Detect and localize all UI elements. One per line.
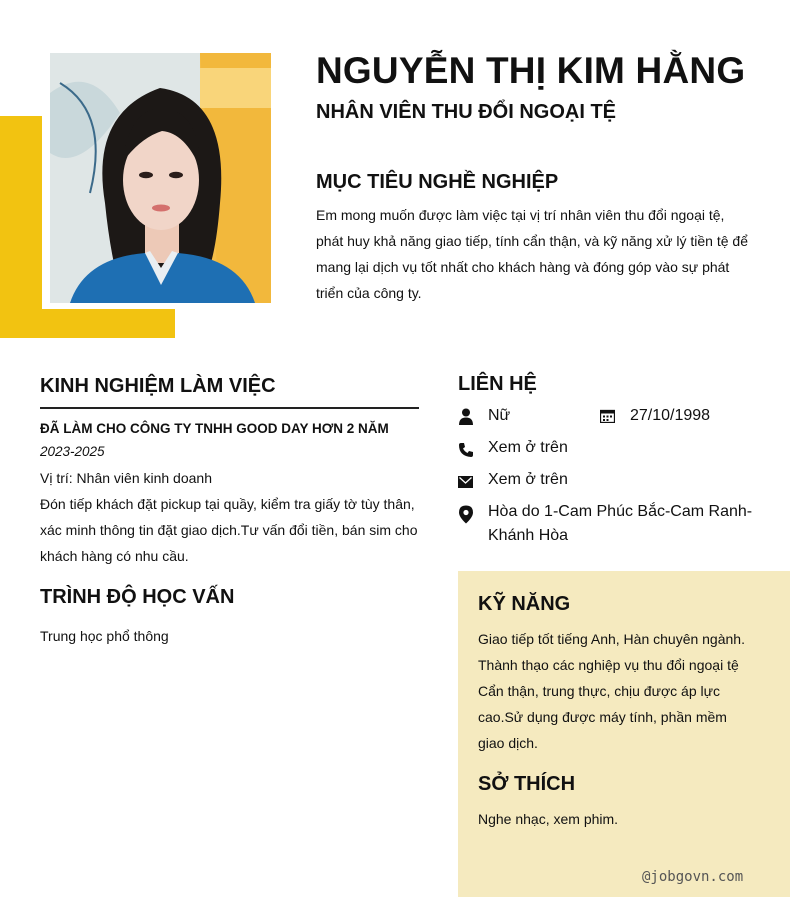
experience-desc-line: Đón tiếp khách đặt pickup tại quầy, kiểm tra giấy tờ tùy thân, <box>40 496 415 512</box>
objective-line: Em mong muốn được làm việc tại vị trí nhân viên thu đổi ngoại tệ, <box>316 207 725 223</box>
skills-line: Cẩn thận, trung thực, chịu được áp lực <box>478 683 720 699</box>
mail-icon <box>458 475 474 491</box>
objective-text <box>316 202 756 306</box>
candidate-name: NGUYỄN THỊ KIM HẰNG <box>316 50 746 91</box>
experience-description <box>40 491 425 569</box>
skills-line: cao.Sử dụng được máy tính, phần mềm <box>478 709 727 725</box>
education-text: Trung học phổ thông <box>40 628 169 644</box>
objective-line: mang lại dịch vụ tốt nhất cho khách hàng và đóng góp vào sự phát <box>316 259 730 275</box>
skills-text <box>478 626 758 756</box>
experience-desc-line: xác minh thông tin đặt giao dịch.Tư vấn đổi tiền, bán sim cho <box>40 522 418 538</box>
objective-line: triển của công ty. <box>316 285 422 301</box>
hobbies-text: Nghe nhạc, xem phim. <box>478 811 619 827</box>
contact-address-line: Hòa do 1-Cam Phúc Bắc-Cam Ranh- <box>488 503 753 520</box>
contact-address-line: Khánh Hòa <box>488 527 569 544</box>
hobbies-heading: SỞ THÍCH <box>478 773 576 795</box>
job-title: NHÂN VIÊN THU ĐỔI NGOẠI TỆ <box>316 101 617 123</box>
experience-company: ĐÃ LÀM CHO CÔNG TY TNHH GOOD DAY HƠN 2 NĂM <box>40 421 389 436</box>
experience-position: Vị trí: Nhân viên kinh doanh <box>40 470 212 486</box>
education-heading: TRÌNH ĐỘ HỌC VẤN <box>40 586 235 608</box>
watermark: @jobgovn.com <box>642 869 744 885</box>
profile-photo-illustration <box>50 53 271 303</box>
skills-heading: KỸ NĂNG <box>478 593 571 615</box>
experience-period: 2023-2025 <box>40 444 105 459</box>
location-pin-icon <box>458 505 474 521</box>
contact-birthday: 27/10/1998 <box>630 407 711 424</box>
contact-gender: Nữ <box>488 407 511 424</box>
contact-phone: Xem ở trên <box>488 439 568 456</box>
skills-line: Thành thạo các nghiệp vụ thu đổi ngoại tệ <box>478 657 739 673</box>
experience-divider <box>40 407 419 409</box>
phone-icon <box>458 442 474 458</box>
objective-heading: MỤC TIÊU NGHỀ NGHIỆP <box>316 171 559 193</box>
experience-desc-line: khách hàng có nhu cầu. <box>40 548 189 564</box>
skills-line: Giao tiếp tốt tiếng Anh, Hàn chuyên ngành. <box>478 631 745 647</box>
calendar-icon <box>600 409 616 425</box>
experience-heading: KINH NGHIỆM LÀM VIỆC <box>40 375 276 397</box>
profile-photo <box>50 53 271 303</box>
contact-email: Xem ở trên <box>488 471 568 488</box>
contact-heading: LIÊN HỆ <box>458 373 537 395</box>
contact-address <box>488 500 778 548</box>
person-icon <box>458 408 474 424</box>
objective-line: phát huy khả năng giao tiếp, tính cẩn thận, và kỹ năng xử lý tiền tệ để <box>316 233 748 249</box>
skills-line: giao dịch. <box>478 735 538 751</box>
